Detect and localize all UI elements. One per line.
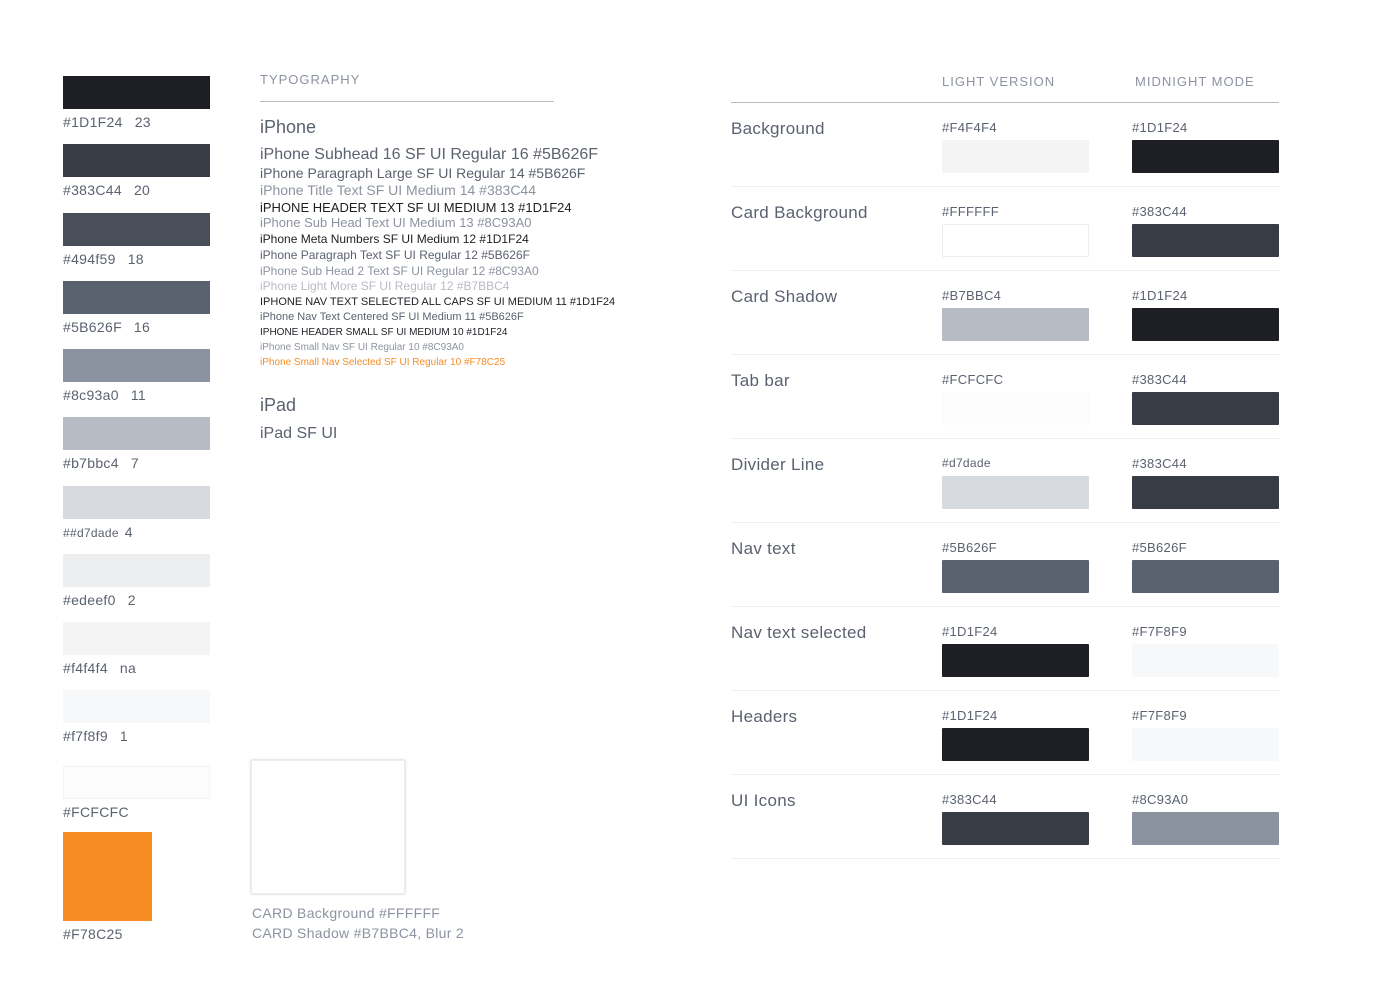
swatch-5b626f: [63, 281, 210, 335]
token-name: Background: [731, 119, 825, 138]
light-swatch: [942, 728, 1089, 761]
dark-hex: #F7F8F9: [1132, 708, 1187, 723]
table-row: [731, 103, 1279, 187]
table-row: [731, 775, 1279, 859]
token-name: Card Shadow: [731, 287, 838, 306]
table-row: [731, 355, 1279, 439]
midnight-mode-header: MIDNIGHT MODE: [1135, 74, 1255, 89]
light-hex: #383C44: [942, 792, 997, 807]
type-sample: iPhone Subhead 16 SF UI Regular 16 #5B626F: [260, 146, 599, 163]
swatch-chip: [63, 417, 210, 450]
swatch-count: 2: [127, 592, 136, 608]
swatch-count: 4: [124, 524, 133, 540]
table-row: [731, 439, 1279, 523]
typography-title: TYPOGRAPHY: [260, 72, 554, 102]
dark-swatch: [1132, 644, 1279, 677]
ipad-heading: iPad: [260, 394, 297, 415]
swatch-count: na: [119, 660, 137, 676]
table-row: [731, 271, 1279, 355]
type-sample: iPHONE HEADER TEXT SF UI MEDIUM 13 #1D1F24: [260, 199, 572, 215]
type-sample: iPhone Nav Text Centered SF UI Medium 11 #5B626F: [260, 310, 524, 323]
light-version-header: LIGHT VERSION: [942, 74, 1056, 89]
swatch-hex: #F78C25: [63, 926, 123, 942]
type-sample: iPhone Title Text SF UI Medium 14 #383C44: [260, 181, 537, 198]
swatch-hex: #8c93a0: [63, 387, 119, 403]
table-row: [731, 523, 1279, 607]
swatch-hex: #edeef0: [63, 592, 116, 608]
token-name: Nav text selected: [731, 623, 867, 642]
token-name: Card Background: [731, 203, 868, 222]
card-background-note: CARD Background #FFFFFF: [252, 905, 441, 921]
swatch-count: 7: [130, 455, 139, 471]
swatch-494f59: [63, 213, 210, 267]
type-sample: iPhone Meta Numbers SF UI Medium 12 #1D1F24: [260, 231, 529, 246]
swatch-hex: #FCFCFC: [63, 804, 129, 820]
light-hex: #F4F4F4: [942, 120, 997, 135]
light-swatch: [942, 392, 1089, 425]
dark-hex: #F7F8F9: [1132, 624, 1187, 639]
swatch-1d1f24: [63, 76, 210, 130]
swatch-hex: #494f59: [63, 251, 116, 267]
type-sample: IPHONE HEADER SMALL SF UI MEDIUM 10 #1D1F24: [260, 326, 508, 338]
swatch-chip: [63, 690, 210, 723]
table-header: [731, 72, 1279, 103]
type-sample: iPhone Paragraph Text SF UI Regular 12 #5B626F: [260, 248, 530, 263]
dark-swatch: [1132, 476, 1279, 509]
swatch-hex: #5B626F: [63, 319, 122, 335]
swatch-chip: [63, 281, 210, 314]
swatch-hex: #f7f8f9: [63, 728, 108, 744]
dark-hex: #383C44: [1132, 204, 1187, 219]
light-hex: #d7dade: [942, 456, 991, 470]
table-row: [731, 187, 1279, 271]
swatch-count: 23: [134, 114, 151, 130]
swatch-count: 18: [127, 251, 144, 267]
swatch-fcfcfc: [63, 766, 210, 820]
swatch-chip: [63, 766, 210, 799]
dark-swatch: [1132, 224, 1279, 257]
swatch-count: 20: [133, 182, 151, 198]
swatch-8c93a0: [63, 349, 210, 403]
light-hex: #B7BBC4: [942, 288, 1002, 303]
token-name: UI Icons: [731, 791, 796, 810]
swatch-chip: [63, 213, 210, 246]
swatch-d7dade: [63, 486, 210, 540]
swatch-chip: [63, 554, 210, 587]
swatch-chip: [63, 349, 210, 382]
swatch-f7f8f9: [63, 690, 210, 744]
light-swatch: [942, 812, 1089, 845]
swatch-chip: [63, 622, 210, 655]
dark-swatch: [1132, 812, 1279, 845]
ipad-sample: iPad SF UI: [260, 424, 338, 442]
dark-hex: #383C44: [1132, 456, 1187, 471]
light-hex: #1D1F24: [942, 708, 998, 723]
type-sample: iPhone Sub Head 2 Text SF UI Regular 12 #8C93A0: [260, 263, 539, 278]
light-hex: #FCFCFC: [942, 372, 1004, 387]
token-name: Headers: [731, 707, 798, 726]
swatch-chip: [63, 144, 210, 177]
swatch-hex: #f4f4f4: [63, 660, 108, 676]
type-sample: iPhone Small Nav Selected SF UI Regular 10 #F78C25: [260, 356, 506, 368]
typography-section: [260, 72, 640, 443]
swatch-hex: #383C44: [63, 182, 122, 198]
dark-hex: #383C44: [1132, 372, 1187, 387]
dark-swatch: [1132, 140, 1279, 173]
type-sample: iPhone Light More SF UI Regular 12 #B7BBC4: [260, 279, 510, 294]
swatch-hex: #1D1F24: [63, 114, 123, 130]
light-swatch: [942, 224, 1089, 257]
swatch-hex: ##d7dade: [63, 526, 119, 540]
light-hex: #1D1F24: [942, 624, 998, 639]
swatch-383c44: [63, 144, 210, 198]
light-hex: #FFFFFF: [942, 204, 999, 219]
card-shadow-note: CARD Shadow #B7BBC4, Blur 2: [252, 925, 464, 941]
card-sample: [251, 760, 405, 894]
dark-hex: #8C93A0: [1132, 792, 1189, 807]
swatch-edeef0: [63, 554, 210, 608]
swatch-chip: [63, 832, 152, 921]
dark-hex: #5B626F: [1132, 540, 1187, 555]
swatch-chip: [63, 486, 210, 519]
swatch-count: 11: [130, 387, 146, 403]
token-name: Nav text: [731, 539, 796, 558]
dark-swatch: [1132, 308, 1279, 341]
light-swatch: [942, 308, 1089, 341]
light-swatch: [942, 560, 1089, 593]
dark-swatch: [1132, 392, 1279, 425]
type-sample: iPhone Sub Head Text UI Medium 13 #8C93A0: [260, 215, 532, 231]
token-name: Tab bar: [731, 371, 790, 390]
light-swatch: [942, 140, 1089, 173]
table-row: [731, 607, 1279, 691]
swatch-b7bbc4: [63, 417, 210, 471]
type-sample: IPHONE NAV TEXT SELECTED ALL CAPS SF UI MEDIUM 11 #1D1F24: [260, 295, 616, 308]
light-swatch: [942, 476, 1089, 509]
swatch-count: 1: [119, 728, 129, 744]
light-swatch: [942, 644, 1089, 677]
light-hex: #5B626F: [942, 540, 997, 555]
theme-color-table: [731, 72, 1279, 859]
dark-hex: #1D1F24: [1132, 288, 1188, 303]
type-sample: iPhone Paragraph Large SF UI Regular 14 #5B626F: [260, 165, 586, 182]
dark-swatch: [1132, 728, 1279, 761]
token-name: Divider Line: [731, 455, 825, 474]
swatch-hex: #b7bbc4: [63, 455, 119, 471]
table-row: [731, 691, 1279, 775]
swatch-f78c25: [63, 832, 210, 942]
type-sample: iPhone Small Nav SF UI Regular 10 #8C93A0: [260, 341, 464, 353]
iphone-heading: iPhone: [260, 117, 317, 137]
swatch-chip: [63, 76, 210, 109]
dark-swatch: [1132, 560, 1279, 593]
swatch-f4f4f4: [63, 622, 210, 676]
swatch-count: 16: [133, 319, 151, 335]
dark-hex: #1D1F24: [1132, 120, 1188, 135]
